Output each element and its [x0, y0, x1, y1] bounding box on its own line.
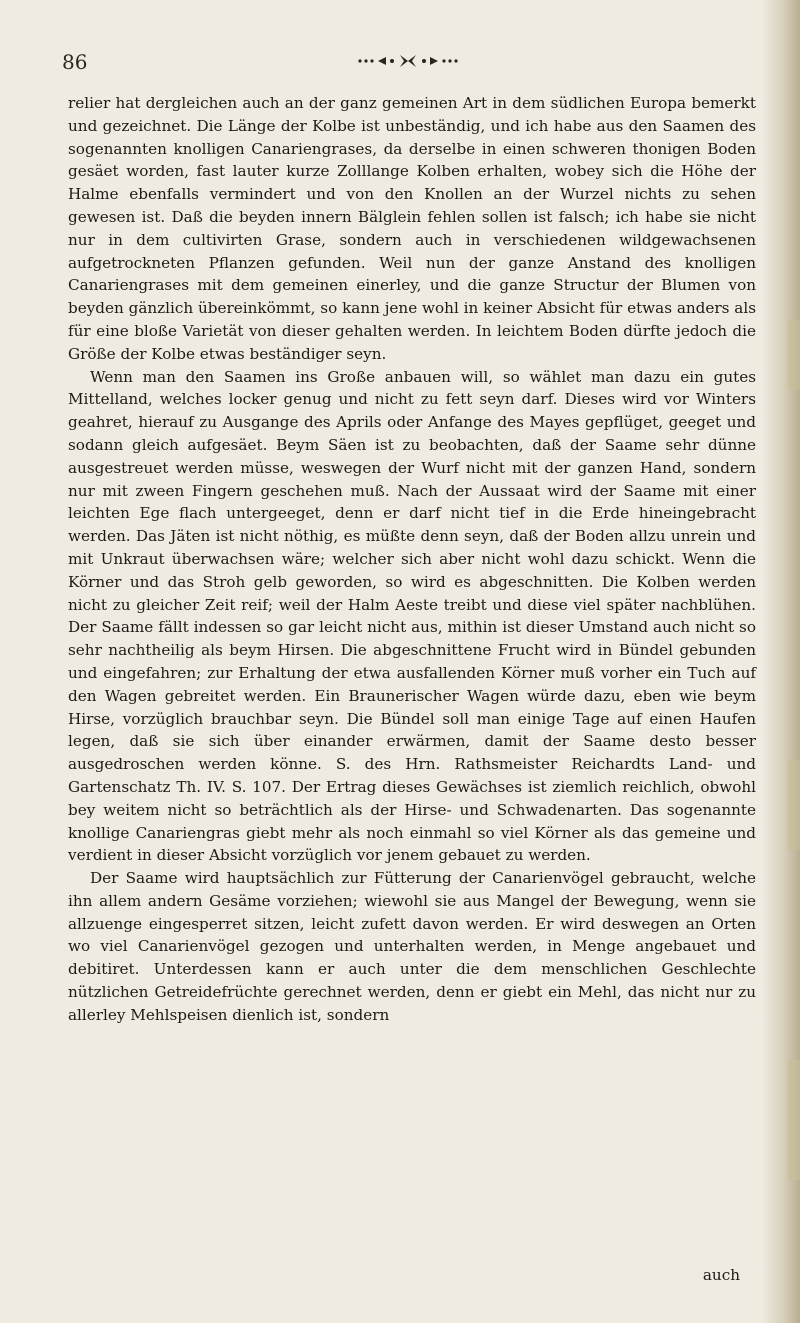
- body-text: [68, 92, 756, 1027]
- header-ornament-icon: [352, 52, 464, 70]
- paper-stain: [788, 760, 800, 850]
- page-number: 86: [62, 50, 88, 74]
- paragraph-3: Der Saame wird hauptsächlich zur Fütterung der Canarienvögel gebraucht, welche ihn allem andern Gesäme vorziehen; wiewohl sie aus Mangel der Bewegung, wenn sie allzuenge eingesperret sitzen, leicht zufett davon werden. Er wird deswegen an Orten wo viel Canarienvögel gezogen und unterhalten werden, in Menge angebauet und debitiret. Unterdessen kann er auch unter die dem menschlichen Geschlechte nützlichen Getreidefrüchte gerechnet werden, denn er giebt ein Mehl, das nicht nur zu allerley Mehlspeisen dienlich ist, sondern: [68, 869, 756, 1024]
- paragraph-2: Wenn man den Saamen ins Große anbauen will, so wählet man dazu ein gutes Mittelland, welches locker genug und nicht zu fett seyn darf. Dieses wird vor Winters geahret, hierauf zu Ausgange des Aprils oder Anfange des Mayes gepflüget, geeget und sodann gleich aufgesäet. Beym Säen ist zu beobachten, daß der Saame sehr dünne ausgestreuet werden müsse, weswegen der Wurf nicht mit der ganzen Hand, sondern nur mit zween Fingern geschehen muß. Nach der Aussaat wird der Saame mit einer leichten Ege flach untergeeget, denn er darf nicht tief in die Erde hineingebracht werden. Das Jäten ist nicht nöthig, es müßte denn seyn, daß der Boden allzu unrein und mit Unkraut überwachsen wäre; welcher sich aber nicht wohl dazu schickt. Wenn die Körner und das Stroh gelb geworden, so wird es abgeschnitten. Die Kolben werden nicht zu gleicher Zeit reif; weil der Halm Aeste treibt und diese viel später nachblühen. Der Saame fällt indessen so gar leicht nicht aus, mithin ist dieser Umstand auch nicht so sehr nachtheilig als beym Hirsen. Die abgeschnittene Frucht wird in Bündel gebunden und eingefahren; zur Erhaltung der etwa ausfallenden Körner muß vorher ein Tuch auf den Wagen gebreitet werden. Ein Braunerischer Wagen würde dazu, eben wie beym Hirse, vorzüglich brauchbar seyn. Die Bündel soll man einige Tage auf einen Haufen legen, daß sie sich über einander erwärmen, damit der Saame desto besser ausgedroschen werden könne. S. des Hrn. Rathsmeister Reichardts Land- und Gartenschatz Th. IV. S. 107. Der Ertrag dieses Gewächses ist ziemlich reichlich, obwohl bey weitem nicht so beträchtlich als der Hirse- und Schwadenarten. Das sogenannte knollige Canariengras giebt mehr als noch einmahl so viel Körner als das gemeine und verdient in dieser Absicht vorzüglich vor jenem gebauet zu werden.: [68, 367, 756, 865]
- catchword: auch: [702, 1266, 740, 1284]
- paper-stain: [788, 320, 800, 390]
- paper-stain: [788, 1060, 800, 1180]
- paragraph-1: relier hat dergleichen auch an der ganz gemeinen Art in dem südlichen Europa bemerkt und gezeichnet. Die Länge der Kolbe ist unbeständig, und ich habe aus den Saamen des sogenannten knolligen Canariengrases, da derselbe in einen schweren thonigen Boden gesäet worden, fast lauter kurze Zolllange Kolben erhalten, wobey sich die Höhe der Halme ebenfalls vermindert und von den Knollen an der Wurzel nichts zu sehen gewesen ist. Daß die beyden innern Bälglein fehlen sollen ist falsch; ich habe sie nicht nur in dem cultivirten Grase, sondern auch in verschiedenen wildgewachsenen aufgetrockneten Pflanzen gefunden. Weil nun der ganze Anstand des knolligen Canariengrases mit dem gemeinen einerley, und die ganze Structur der Blumen von beyden gänzlich übereinkömmt, so kann jene wohl in keiner Absicht für etwas anders als für eine bloße Varietät von dieser gehalten werden. In leichtem Boden dürfte jedoch die Größe der Kolbe etwas beständiger seyn.: [68, 94, 756, 363]
